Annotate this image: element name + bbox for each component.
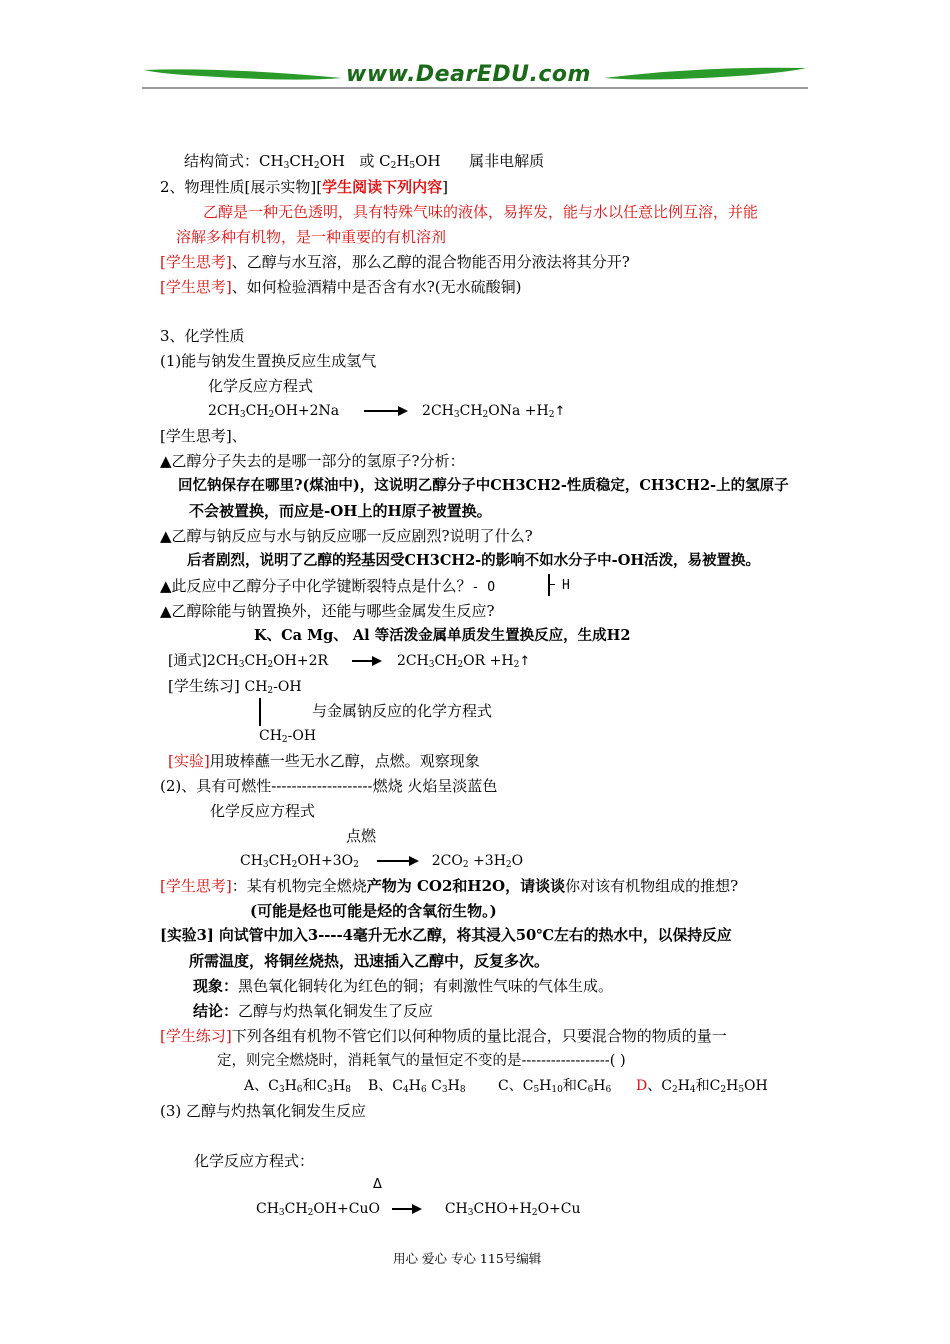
option-c: C、$C_5H_{10}$和$C_6H_6$ xyxy=(498,1078,612,1095)
formula-ch3ch2oh: $CH_3CH_2OH$ xyxy=(259,152,345,171)
general-equation-right: $2CH_3CH_2OR +H_2$ xyxy=(396,653,520,670)
student-think-tag: [学生思考] xyxy=(160,253,232,271)
conclusion-label: 结论： xyxy=(193,1002,239,1020)
general-equation-left: [通式]$2CH_3CH_2OH+2R$ xyxy=(168,653,329,670)
student-think-tag: [学生思考] xyxy=(160,278,232,296)
active-metals-answer: K、Ca Mg、 Al 等活泼金属单质发生置换反应，生成H2 xyxy=(254,627,631,644)
student-think-label: [学生思考]、 xyxy=(160,427,247,445)
conclusion-line xyxy=(193,1001,433,1021)
bond-question-text: ▲此反应中乙醇分子中化学键断裂特点是什么？ xyxy=(160,577,472,595)
glycol-bond-line xyxy=(259,698,261,726)
combustion-equation xyxy=(240,851,523,871)
combustibility-heading: (2)、具有可燃性--------------------燃烧 火焰呈淡蓝色 xyxy=(160,777,498,795)
glycol-bottom-group: $CH_2-OH$ xyxy=(259,728,317,745)
student-think-combustion xyxy=(160,876,738,896)
student-think-separation xyxy=(160,252,630,272)
combustion-equation-left: $CH_3CH_2OH+3O_2$ xyxy=(240,853,359,870)
experiment-3-line2: 所需温度，将铜丝烧热，迅速插入乙醇中，反复多次。 xyxy=(189,952,550,970)
or-text: 或 xyxy=(359,152,375,170)
reaction-arrow xyxy=(364,406,408,416)
student-think-water-test xyxy=(160,277,521,297)
combustion-question-a: ：某有机物完全燃烧 xyxy=(231,877,367,895)
exercise-question-text: 下列各组有机物不管它们以何种物质的量比混合，只要混合物的物质的量一 xyxy=(231,1027,727,1045)
student-think-question: 、如何检验酒精中是否含有水?(无水硫酸铜) xyxy=(231,278,522,296)
sodium-equation-left: $2CH_3CH_2OH+2Na$ xyxy=(208,403,340,420)
bracket-close: ] xyxy=(442,178,448,196)
physical-properties-prefix: 2、物理性质[展示实物][ xyxy=(160,178,323,196)
reaction-arrow xyxy=(352,656,382,666)
exercise-question-line1 xyxy=(160,1026,727,1046)
option-b: B、$C_4H_6$ $C_3H_8$ xyxy=(368,1078,466,1095)
structure-formula-line xyxy=(184,151,544,171)
copper-oxide-equation-right: $CH_3CHO+H_2O+Cu$ xyxy=(444,1201,581,1218)
conclusion-text: 乙醇与灼热氧化铜发生了反应 xyxy=(238,1002,434,1020)
analysis-oh-hydrogen: 不会被置换，而应是-OH上的H原子被置换。 xyxy=(189,502,492,520)
phenomenon-text: 黑色氧化铜转化为红色的铜；有刺激性气味的气体生成。 xyxy=(238,977,614,995)
sodium-equation-right: $2CH_3CH_2ONa +H_2$ xyxy=(422,403,555,420)
structure-label: 结构简式： xyxy=(184,152,260,170)
student-exercise-tag: [学生练习] xyxy=(168,677,240,695)
phenomenon-line xyxy=(193,976,613,996)
page-footer: 用心 爱心 专心 115号编辑 xyxy=(393,1251,542,1266)
formula-c2h5oh: $C_2H_5OH$ xyxy=(379,152,441,171)
reaction-arrow xyxy=(377,856,419,866)
ethanol-description-line1: 乙醇是一种无色透明，具有特殊气味的液体，易挥发，能与水以任意比例互溶，并能 xyxy=(203,203,759,221)
experiment-ignite xyxy=(168,751,480,771)
combustion-equation-right: $2CO_2 +3H_2O$ xyxy=(431,853,524,870)
glycol-task: 与金属钠反应的化学方程式 xyxy=(312,702,493,720)
bond-break-tick xyxy=(549,584,555,585)
combustion-question-c: 你对该有机物组成的推想? xyxy=(565,877,739,895)
student-read-label: 学生阅读下列内容 xyxy=(322,178,443,196)
equation-label: 化学反应方程式 xyxy=(208,377,314,395)
experiment-tag: [实验] xyxy=(168,752,210,770)
copper-oxide-heading: (3) 乙醇与灼热氧化铜发生反应 xyxy=(160,1102,367,1120)
heat-condition: Δ xyxy=(373,1177,382,1192)
ignite-condition: 点燃 xyxy=(346,827,377,845)
oxygen-bond-label: - O xyxy=(471,580,496,595)
sodium-equation xyxy=(208,401,565,422)
glycol-top-group: $CH_2-OH$ xyxy=(244,679,302,696)
experiment-text: 用玻棒蘸一些无水乙醇，点燃。观察现象 xyxy=(209,752,480,770)
header-banner xyxy=(142,58,808,94)
ethanol-description-line2: 溶解多种有机物，是一种重要的有机溶剂 xyxy=(176,228,447,246)
phenomenon-label: 现象： xyxy=(193,977,239,995)
bond-break-mark xyxy=(548,574,550,596)
option-a: A、$C_3H_6$和$C_3H_8$ xyxy=(244,1078,351,1095)
analysis-kerosene: 回忆钠保存在哪里?(煤油中)，这说明乙醇分子中CH3CH2-性质稳定，CH3CH2-上的氢原子 xyxy=(178,477,789,494)
equation-label: 化学反应方程式： xyxy=(194,1152,315,1170)
student-think-question: 、乙醇与水互溶，那么乙醇的混合物能否用分液法将其分开? xyxy=(231,253,630,271)
copper-oxide-equation-left: $CH_3CH_2OH+CuO$ xyxy=(256,1201,380,1218)
equation-label: 化学反应方程式 xyxy=(210,802,316,820)
experiment-3-line1: [实验3] 向试管中加入3----4毫升无水乙醇，将其浸入50℃左右的热水中，以保持反应 xyxy=(160,927,732,944)
site-logo-text: www.DearEDU.com xyxy=(346,62,591,87)
question-bond-breaking xyxy=(160,576,495,598)
gas-up-arrow: ↑ xyxy=(554,404,566,419)
hydrogen-bond-label: H xyxy=(562,578,570,593)
question-other-metals: ▲乙醇除能与钠置换外，还能与哪些金属发生反应? xyxy=(160,602,495,620)
answer-hydroxyl: 后者剧烈，说明了乙醇的羟基因受CH3CH2-的影响不如水分子中-OH活泼，易被置换。 xyxy=(187,552,761,569)
general-equation xyxy=(168,651,530,672)
copper-oxide-equation xyxy=(256,1199,581,1219)
reaction-arrow xyxy=(392,1204,422,1214)
right-swoosh xyxy=(604,68,806,80)
student-think-tag: [学生思考] xyxy=(160,877,232,895)
student-exercise-tag: [学生练习] xyxy=(160,1027,232,1045)
question-hydrogen-atom: ▲乙醇分子失去的是哪一部分的氢原子?分析： xyxy=(160,452,465,470)
gas-up-arrow: ↑ xyxy=(519,654,531,669)
combustion-answer: (可能是烃也可能是烃的含氧衍生物。) xyxy=(250,902,497,920)
physical-properties-heading xyxy=(160,177,448,197)
chemical-properties-heading: 3、化学性质 xyxy=(160,327,245,345)
student-exercise-glycol xyxy=(168,676,302,697)
sodium-reaction-heading: (1)能与钠发生置换反应生成氢气 xyxy=(160,352,377,370)
combustion-question-b: 产物为 CO2和H2O，请谈谈 xyxy=(366,877,566,895)
non-electrolyte-text: 属非电解质 xyxy=(469,152,545,170)
left-swoosh xyxy=(144,69,342,79)
option-d: D、$C_2H_4$和$C_2H_5OH$ xyxy=(636,1078,768,1095)
exercise-question-line2: 定，则完全燃烧时，消耗氧气的量恒定不变的是------------------( ) xyxy=(217,1053,626,1069)
question-reaction-rate: ▲乙醇与钠反应与水与钠反应哪一反应剧烈?说明了什么? xyxy=(160,527,533,545)
